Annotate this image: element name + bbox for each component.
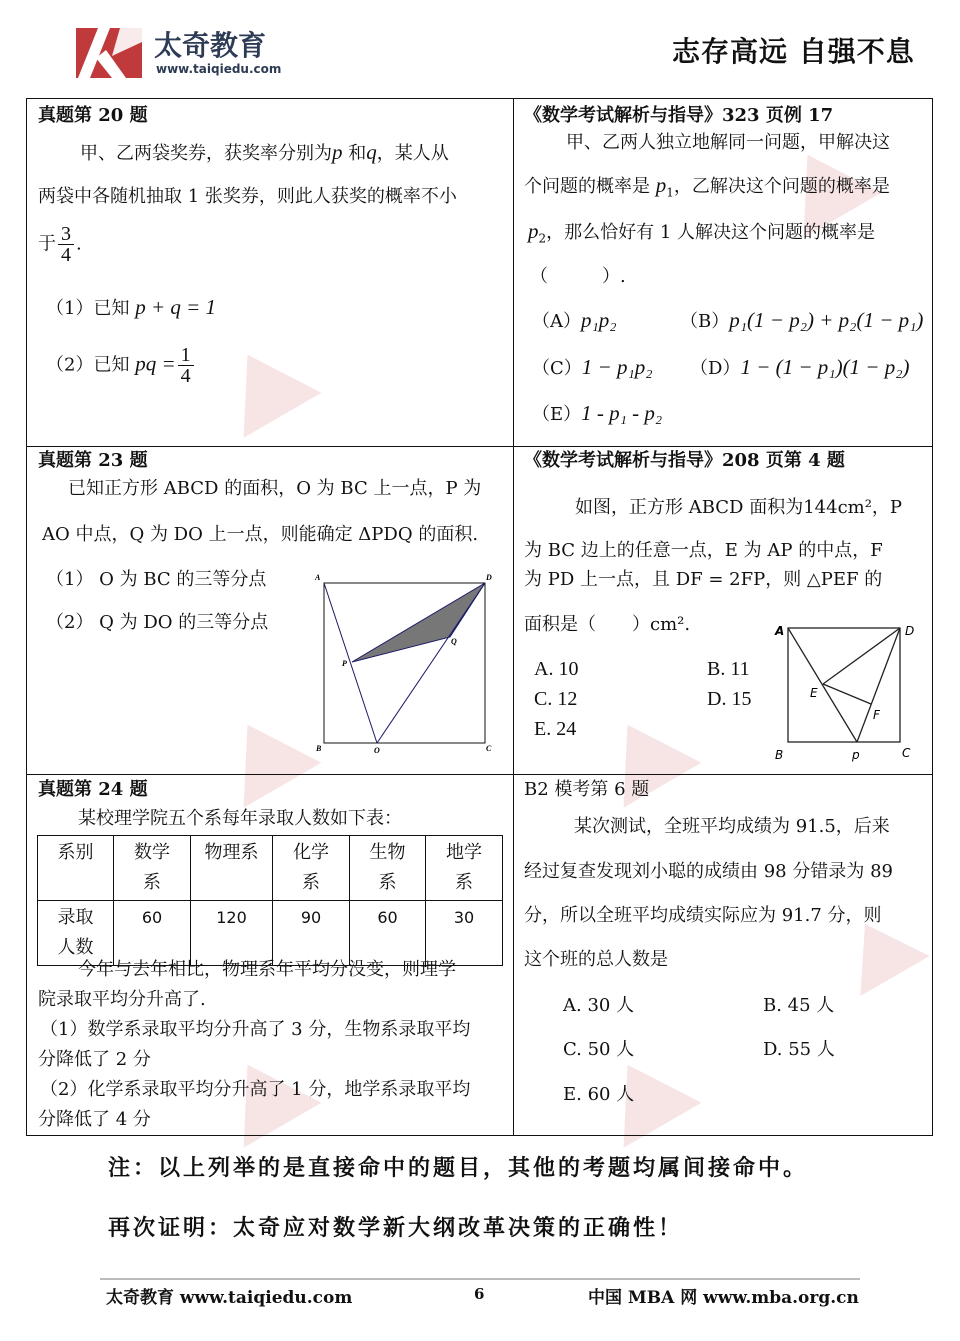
- option-c: C. 12: [534, 688, 578, 710]
- value-cell: 60: [350, 901, 426, 966]
- label-e: E: [810, 686, 818, 700]
- option-expr: 1 - p₁ - p₂: [581, 401, 663, 425]
- question-text: 为 BC 边上的任意一点，E 为 AP 的中点，F: [524, 540, 883, 561]
- header-cell: [191, 836, 273, 901]
- text: 和: [348, 143, 367, 164]
- footer-left: 太奇教育 www.taiqiedu.com: [106, 1288, 353, 1308]
- table-header-row: [38, 836, 503, 901]
- condition-2: （2）化学系录取平均分升高了 1 分，地学系录取平均: [40, 1079, 471, 1100]
- condition-2: （2） Q 为 DO 的三等分点: [46, 612, 269, 633]
- logo-name: 太奇教育: [154, 29, 267, 62]
- text: 甲、乙两袋奖券，获奖率分别为: [80, 143, 332, 164]
- text: （2）已知: [46, 354, 130, 376]
- label-p: p: [852, 748, 860, 762]
- var-p1: p: [655, 173, 667, 197]
- option-e: E. 60 人: [563, 1084, 635, 1105]
- question-text: 甲、乙两人独立地解同一问题，甲解决这: [566, 132, 890, 153]
- shaded-triangle-pdq: [352, 583, 485, 662]
- fraction: [178, 345, 194, 386]
- option-a: A. 30 人: [563, 995, 635, 1016]
- header-rule: [26, 98, 933, 99]
- text: ，乙解决这个问题的概率是: [673, 176, 890, 197]
- question-text: 这个班的总人数是: [524, 949, 668, 970]
- question-title: 真题第 24 题: [38, 779, 148, 800]
- grid-border-left: [26, 98, 27, 1136]
- segment-dp: [857, 628, 900, 742]
- text: 个问题的概率是: [524, 176, 650, 197]
- question-text: 已知正方形 ABCD 的面积，O 为 BC 上一点，P 为: [68, 478, 482, 499]
- condition-1: （1） O 为 BC 的三等分点: [46, 569, 267, 590]
- text: ，那么恰好有 1 人解决这个问题的概率是: [546, 222, 876, 243]
- text: 于: [38, 233, 56, 255]
- motto: 志存高远 自强不息: [672, 35, 915, 68]
- question-text: 如图，正方形 ABCD 面积为144cm²，P: [575, 497, 903, 518]
- logo-url: www.taiqiedu.com: [156, 62, 282, 76]
- option-a: A. 10: [534, 658, 579, 680]
- condition-2: [46, 345, 196, 386]
- subscript: 2: [538, 231, 547, 246]
- grid-row-divider: [26, 446, 933, 447]
- label-o: O: [374, 746, 380, 755]
- option-e: [532, 402, 662, 426]
- option-expr: p₁(1 − p₂) + p₂(1 − p₁): [729, 308, 924, 332]
- fraction: [58, 224, 74, 265]
- cell-text: 系: [302, 872, 320, 893]
- option-b: B. 11: [707, 658, 750, 680]
- question-text: 今年与去年相比，物理系年平均分没变，则理学: [78, 959, 456, 980]
- condition-2: 分降低了 4 分: [38, 1109, 151, 1130]
- option-b: B. 45 人: [763, 995, 835, 1016]
- question-text: 某次测试，全班平均成绩为 91.5，后来: [574, 816, 890, 837]
- cell-text: 生物: [369, 842, 406, 863]
- option-label: （C）: [532, 358, 582, 379]
- cell-text: 系: [143, 872, 161, 893]
- option-d: [690, 356, 910, 380]
- option-e: E. 24: [534, 718, 577, 740]
- header-cell: [114, 836, 191, 901]
- cell-text: 化学: [293, 842, 329, 863]
- math-expr: pq =: [135, 351, 176, 376]
- question-text: AO 中点，Q 为 DO 上一点，则能确定 ΔPDQ 的面积.: [42, 524, 479, 545]
- segment-ed: [823, 628, 900, 684]
- segment-ef: [823, 684, 871, 704]
- note-proof: 再次证明：太奇应对数学新大纲改革决策的正确性！: [108, 1215, 684, 1241]
- denominator: 4: [180, 365, 191, 387]
- admissions-table: [37, 835, 503, 966]
- segment-ao: [324, 583, 377, 743]
- option-label: （B）: [680, 311, 730, 332]
- numerator: 1: [180, 344, 191, 366]
- option-label: （D）: [690, 358, 741, 379]
- watermark-shape: [209, 702, 322, 808]
- option-expr: 1 − p₁p₂: [581, 355, 653, 379]
- label-c: C: [486, 744, 492, 753]
- label-f: F: [873, 708, 880, 722]
- table-row: [38, 901, 503, 966]
- option-label: （E）: [532, 404, 582, 425]
- question-text: 某校理学院五个系每年录取人数如下表：: [78, 808, 402, 829]
- value-cell: 90: [273, 901, 350, 966]
- question-title: 真题第 23 题: [38, 450, 148, 471]
- label-c: C: [902, 746, 911, 760]
- cell-text: 地学: [446, 842, 482, 863]
- question-text: [80, 141, 449, 165]
- option-label: （A）: [532, 311, 581, 332]
- option-c: [532, 356, 653, 380]
- answer-blank: （ ）.: [530, 266, 626, 287]
- header-cell: [426, 836, 503, 901]
- footer-rule: [100, 1278, 860, 1280]
- question-text: 面积是（ ）cm².: [524, 614, 691, 635]
- header-cell: [273, 836, 350, 901]
- question-text: 两袋中各随机抽取 1 张奖券，则此人获奖的概率不小: [38, 186, 457, 207]
- segment-do: [377, 583, 485, 743]
- page-number: 6: [474, 1285, 485, 1303]
- square-pdq-figure: [310, 572, 500, 757]
- row-label-cell: [38, 901, 114, 966]
- question-title: 《数学考试解析与指导》208 页第 4 题: [524, 450, 845, 471]
- grid-border-right: [932, 98, 933, 1136]
- text: （1）已知: [46, 298, 130, 319]
- option-d: D. 55 人: [763, 1039, 835, 1060]
- cell-text: 系: [378, 872, 397, 893]
- header-cell: [38, 836, 114, 901]
- taiqi-logo-icon: [76, 28, 144, 78]
- question-title: 《数学考试解析与指导》323 页例 17: [524, 105, 834, 126]
- label-a: A: [315, 573, 321, 582]
- var-q: q: [366, 140, 377, 164]
- option-expr: 1 − (1 − p₁)(1 − p₂): [740, 355, 910, 379]
- value-cell: 60: [114, 901, 191, 966]
- grid-row-divider: [26, 774, 933, 775]
- value-cell: 120: [191, 901, 273, 966]
- math-expr: p + q = 1: [135, 295, 217, 319]
- option-b: [680, 309, 923, 333]
- option-c: C. 50 人: [563, 1039, 635, 1060]
- var-p: p: [332, 140, 343, 164]
- segment-ap: [788, 628, 857, 742]
- label-b: B: [316, 744, 322, 753]
- question-text: [38, 224, 82, 265]
- question-title: 真题第 20 题: [38, 105, 148, 126]
- subscript: 1: [666, 185, 674, 200]
- question-text: 经过复查发现刘小聪的成绩由 98 分错录为 89: [524, 861, 893, 882]
- text: .: [76, 233, 82, 255]
- denominator: 4: [61, 244, 71, 266]
- condition-1: （1）数学系录取平均分升高了 3 分，生物系录取平均: [40, 1019, 471, 1040]
- cell-text: 数学: [134, 842, 170, 863]
- question-title: B2 模考第 6 题: [524, 779, 650, 800]
- condition-1: 分降低了 2 分: [38, 1049, 151, 1070]
- label-d: D: [486, 573, 492, 582]
- cell-text: 录取: [57, 907, 94, 928]
- watermark-shape: [209, 332, 322, 438]
- question-text: 分，所以全班平均成绩实际应为 91.7 分，则: [524, 905, 882, 926]
- var-p2: p: [528, 219, 539, 243]
- note-direct-hits: 注：以上列举的是直接命中的题目，其他的考题均属间接命中。: [108, 1155, 809, 1181]
- square-abcd: [788, 628, 900, 742]
- option-expr: p₁p₂: [581, 308, 617, 332]
- label-q: Q: [451, 637, 457, 646]
- text: ，某人从: [376, 143, 449, 164]
- header-cell: [350, 836, 426, 901]
- grid-border-middle: [513, 98, 514, 1136]
- question-text: [524, 174, 890, 204]
- value-cell: 30: [426, 901, 503, 966]
- question-text: 为 PD 上一点，且 DF = 2FP，则 △PEF 的: [524, 569, 883, 590]
- cell-text: 物理系: [204, 842, 259, 863]
- option-a: [532, 309, 617, 333]
- label-p: P: [342, 659, 347, 668]
- label-a: A: [775, 624, 785, 638]
- cell-text: 系别: [57, 842, 94, 863]
- grid-border-bottom: [26, 1135, 933, 1136]
- cell-text: 系: [455, 872, 473, 893]
- cell-text: 人数: [57, 937, 94, 958]
- option-d: D. 15: [707, 688, 752, 710]
- condition-1: [46, 296, 216, 320]
- numerator: 3: [61, 223, 71, 245]
- question-text: [528, 220, 875, 250]
- label-d: D: [905, 624, 915, 638]
- square-pef-figure: [770, 615, 920, 765]
- footer-right: 中国 MBA 网 www.mba.org.cn: [588, 1288, 859, 1308]
- question-text: 院录取平均分升高了.: [38, 989, 206, 1010]
- label-b: B: [775, 748, 784, 762]
